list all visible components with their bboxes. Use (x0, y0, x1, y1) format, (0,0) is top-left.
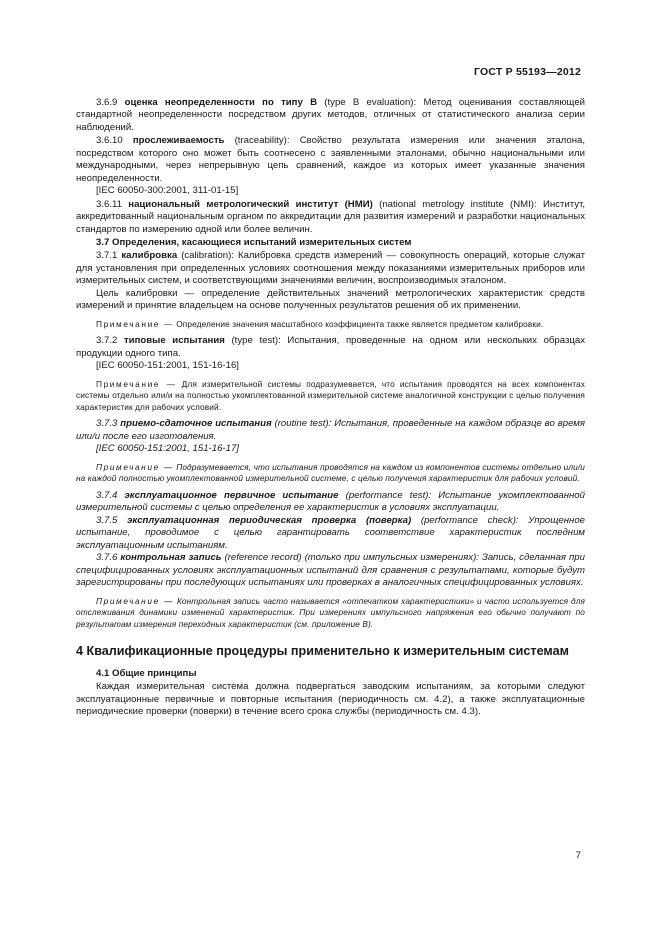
definition-3-6-11: 3.6.11 национальный метрологический институт (НМИ) (national metrology institute (NMI): Институт, аккредитованный национальным органом по аккредитации для развития измерений и разработки национальных стандартов по измерению одной или более величин. (76, 198, 586, 235)
reference: [IEC 60050-300:2001, 311-01-15] (96, 185, 239, 197)
term: типовые испытания (123, 335, 225, 347)
definition-3-7-4: 3.7.4 эксплуатационное первичное испытание (performance test): Испытание укомплектованной измерительной системы с целью определения ее характеристик в условиях эксплуатации. (76, 489, 585, 514)
reference: [IEC 60050-151:2001, 151-16-16] (96, 360, 239, 372)
definition-3-7-2: 3.7.2 типовые испытания (type test): Испытания, проведенные на одном или нескольких образцах продукции одного типа. (76, 335, 586, 359)
definition-3-7-1: 3.7.1 калибровка (calibration): Калибровка средств измерений — совокупность операций, которые служат для установления при определенных условиях соотношения между показаниями измерительных приборов или измерительных систем, и соответствующими значениями величин, воспроизводимых эталоном. (76, 250, 585, 287)
paragraph: Каждая измерительная система должна подвергаться заводским испытаниям, за которыми следуют эксплуатационные первичные и повторные испытания (периодичность см. 4.2), а также эксплуатационные периодические проверки (поверки) в течение всего срока службы (периодичность см. 4.3). (76, 681, 585, 718)
paragraph: Цель калибровки — определение действительных значений метрологических характеристик средств измерений и принятие владельцем на основе полученных результатов решения об их применении. (76, 287, 585, 312)
reference: [IEC 60050-151:2001, 151-16-17] (96, 443, 239, 455)
term: контрольная запись (120, 552, 222, 564)
definition-3-6-10: 3.6.10 прослеживаемость (traceability): Свойство результата измерения или значения эталона, посредством которого оно может быть соотнесено с заявленными эталонами, обычно национальными или международными, через непрерывную цепь сравнений, каждое из которых имеет указанные значения неопределенности. (76, 135, 586, 184)
note: Примечание — Для измерительной системы подразумевается, что испытания проводятся на всех компонентах системы отдельно или/и на полностью укомплектованной измерительной системе аналогичной конструкции с целью получения характеристик для рабочих условий. (76, 378, 586, 412)
term: национальный метрологический институт (НМИ) (128, 198, 373, 210)
note: Примечание — Подразумевается, что испытания проводятся на каждом из компонентов системы отдельно или/и на каждой полностью укомплектованной измерительной системе, с целью получения характеристик для рабочих условий. (76, 461, 586, 484)
note: Примечание — Определение значения масштабного коэффициента также является предметом калибровки. (96, 318, 544, 329)
note: Примечание — Контрольная запись часто называется «отпечатком характеристики» и часто используется для отслеживания динамики изменений характеристик. При измерениях импульсного напряжения его обычно получают по результатам измерения переходных характеристик (см. приложение В). (76, 595, 586, 629)
term: калибровка (121, 250, 178, 262)
page-number: 7 (575, 850, 581, 861)
section-3-7-heading: 3.7 Определения, касающиеся испытаний измерительных систем (96, 236, 412, 248)
term: приемо-сдаточное испытания (120, 418, 272, 430)
term: эксплуатационное первичное испытание (124, 489, 339, 501)
section-4-heading: 4 Квалификационные процедуры применительно к измерительным системам (76, 644, 569, 659)
document-header: ГОСТ Р 55193—2012 (473, 66, 581, 78)
term: прослеживаемость (132, 135, 225, 147)
term: эксплуатационная периодическая проверка (поверка) (127, 514, 412, 526)
definition-3-6-9: 3.6.9 оценка неопределенности по типу В (type B evaluation): Метод оценивания составляющей стандартной неопределенности посредством других методов, отличных от статистического анализа серии наблюдений. (76, 97, 586, 133)
definition-3-7-6: 3.7.6 контрольная запись (reference record) (только при импульсных измерениях): Запись, сделанная при специфицированных условиях эксплуатационных испытаний для сравнения с результатами, которые будут зарегистрированы при последующих испытаниях или проверках в аналогичных специфицированных условиях. (76, 552, 585, 589)
document-body (76, 97, 585, 719)
section-4-1-heading: 4.1 Общие принципы (96, 667, 197, 679)
definition-3-7-3: 3.7.3 приемо-сдаточное испытания (routine test): Испытания, проведенные на каждом образце во время или/и после его изготовления. (76, 418, 585, 442)
term: оценка неопределенности по типу В (124, 97, 318, 108)
definition-3-7-5: 3.7.5 эксплуатационная периодическая проверка (поверка) (performance check): Упрощенное испытание, проводимое с целью гарантировать соответствие характеристик последним эксплуатационным испытаниям. (76, 514, 585, 551)
